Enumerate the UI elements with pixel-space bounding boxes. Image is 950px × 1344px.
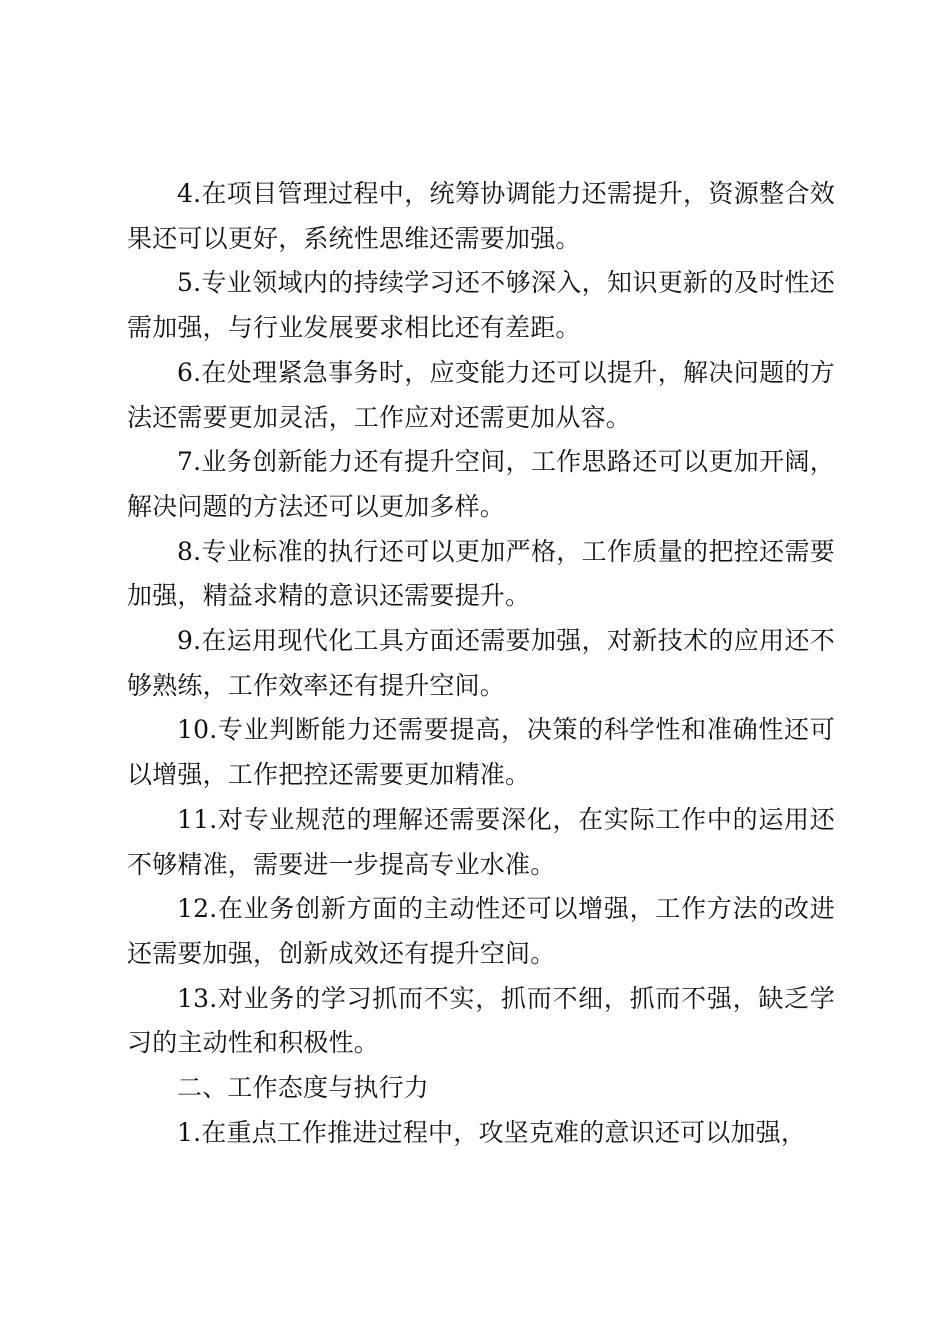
paragraph-item-10: 10.专业判断能力还需要提高，决策的科学性和准确性还可以增强，工作把控还需要更加精准。: [127, 715, 835, 790]
document-body: [127, 172, 835, 1155]
paragraph-item-11: 11.对专业规范的理解还需要深化，在实际工作中的运用还不够精准，需要进一步提高专业水准。: [127, 804, 835, 879]
paragraph-item-6: 6.在处理紧急事务时，应变能力还可以提升，解决问题的方法还需要更加灵活，工作应对还需更加从容。: [127, 357, 835, 432]
paragraph-item-8: 8.专业标准的执行还可以更加严格，工作质量的把控还需要加强，精益求精的意识还需要提升。: [127, 536, 835, 611]
paragraph-item-9: 9.在运用现代化工具方面还需要加强，对新技术的应用还不够熟练，工作效率还有提升空间。: [127, 626, 835, 700]
paragraph-item-4: 4.在项目管理过程中，统筹协调能力还需提升，资源整合效果还可以更好，系统性思维还需要加强。: [127, 179, 835, 253]
paragraph-section2-item-1: 1.在重点工作推进过程中，攻坚克难的意识还可以加强，: [177, 1117, 807, 1147]
paragraph-item-5: 5.专业领域内的持续学习还不够深入，知识更新的及时性还需加强，与行业发展要求相比还有差距。: [127, 268, 835, 343]
paragraph-item-7: 7.业务创新能力还有提升空间，工作思路还可以更加开阔，解决问题的方法还可以更加多样。: [127, 447, 835, 521]
section-heading: 二、工作态度与执行力: [177, 1073, 430, 1103]
paragraph-item-13: 13.对业务的学习抓而不实，抓而不细，抓而不强，缺乏学习的主动性和积极性。: [127, 983, 835, 1058]
paragraph-item-12: 12.在业务创新方面的主动性还可以增强，工作方法的改进还需要加强，创新成效还有提升空间。: [127, 894, 835, 968]
